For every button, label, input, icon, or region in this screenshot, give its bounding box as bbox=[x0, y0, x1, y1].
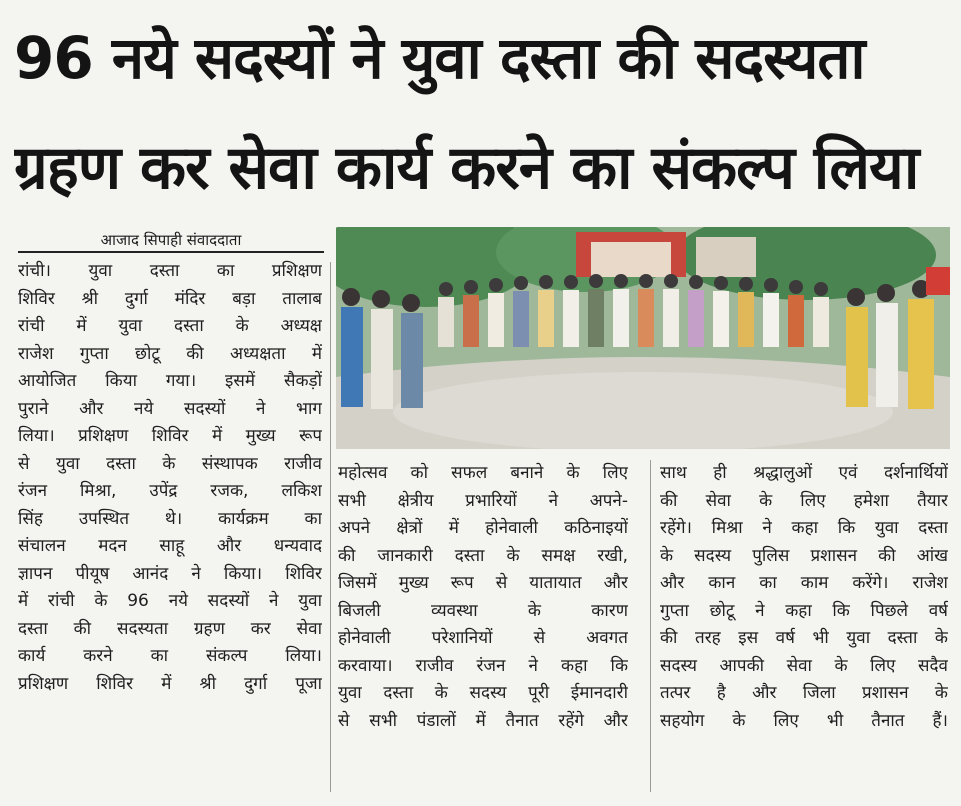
text-line: सदस्य आपकी सेवा के लिए सदैव bbox=[660, 655, 948, 676]
text-line: की सेवा के लिए हमेशा तैयार bbox=[660, 490, 948, 511]
text-line: रांची में युवा दस्ता के अध्यक्ष bbox=[18, 316, 322, 336]
group-photo-icon bbox=[336, 227, 950, 449]
text-line: गुप्ता छोटू ने कहा कि पिछले वर्ष bbox=[660, 600, 948, 621]
article-column-3 bbox=[660, 460, 948, 735]
text-line: की जानकारी दस्ता के समक्ष रखी, bbox=[338, 545, 628, 566]
text-line: तत्पर है और जिला प्रशासन के bbox=[660, 683, 948, 703]
text-line: जिसमें मुख्य रूप से यातायात और bbox=[338, 573, 628, 593]
text-line: कार्य करने का संकल्प लिया। bbox=[18, 646, 322, 666]
text-line: सहयोग के लिए भी तैनात हैं। bbox=[660, 710, 948, 731]
text-line: युवा दस्ता के सदस्य पूरी ईमानदारी bbox=[338, 683, 628, 703]
text-line: महोत्सव को सफल बनाने के लिए bbox=[338, 463, 628, 483]
text-line: में रांची के 96 नये सदस्यों ने युवा bbox=[18, 591, 322, 611]
text-line: सिंह उपस्थित थे। कार्यक्रम का bbox=[18, 508, 322, 529]
text-line: दस्ता की सदस्यता ग्रहण कर सेवा bbox=[18, 618, 322, 639]
text-line: से युवा दस्ता के संस्थापक राजीव bbox=[18, 453, 322, 474]
text-line: पुराने और नये सदस्यों ने भाग bbox=[18, 398, 322, 419]
byline: आजाद सिपाही संवाददाता bbox=[18, 229, 324, 253]
text-line: करवाया। राजीव रंजन ने कहा कि bbox=[338, 655, 628, 676]
text-line: शिविर श्री दुर्गा मंदिर बड़ा तालाब bbox=[18, 288, 322, 309]
text-line: संचालन मदन साहू और धन्यवाद bbox=[18, 536, 322, 556]
text-line: होनेवाली परेशानियों से अवगत bbox=[338, 628, 628, 648]
column-divider bbox=[330, 262, 331, 792]
group-photo bbox=[336, 227, 950, 449]
text-line: ज्ञापन पीयूष आनंद ने किया। शिविर bbox=[18, 563, 322, 584]
text-line: और कान का काम करेंगे। राजेश bbox=[660, 573, 948, 593]
text-line: लिया। प्रशिक्षण शिविर में मुख्य रूप bbox=[18, 426, 322, 446]
text-line: राजेश गुप्ता छोटू की अध्यक्षता में bbox=[18, 343, 322, 364]
headline-line-2: ग्रहण कर सेवा कार्य करने का संकल्प लिया bbox=[14, 133, 919, 203]
article-column-1 bbox=[18, 258, 322, 698]
text-line: के सदस्य पुलिस प्रशासन की आंख bbox=[660, 545, 948, 566]
headline-line-1: 96 नये सदस्यों ने युवा दस्ता की सदस्यता bbox=[14, 24, 865, 92]
text-line: की तरह इस वर्ष भी युवा दस्ता के bbox=[660, 628, 948, 648]
text-line: आयोजित किया गया। इसमें सैकड़ों bbox=[18, 371, 322, 391]
text-line: सभी क्षेत्रीय प्रभारियों ने अपने- bbox=[338, 490, 628, 511]
text-line: रंजन मिश्रा, उपेंद्र रजक, लकिश bbox=[18, 481, 322, 501]
text-line: से सभी पंडालों में तैनात रहेंगे और bbox=[338, 710, 628, 731]
text-line: रांची। युवा दस्ता का प्रशिक्षण bbox=[18, 261, 322, 281]
text-line: प्रशिक्षण शिविर में श्री दुर्गा पूजा bbox=[18, 673, 322, 694]
column-divider bbox=[650, 460, 651, 792]
text-line: अपने क्षेत्रों में होनेवाली कठिनाइयों bbox=[338, 518, 628, 538]
text-line: साथ ही श्रद्धालुओं एवं दर्शनार्थियों bbox=[660, 463, 948, 483]
text-line: बिजली व्यवस्था के कारण bbox=[338, 600, 628, 621]
article-column-2 bbox=[338, 460, 628, 735]
text-line: रहेंगे। मिश्रा ने कहा कि युवा दस्ता bbox=[660, 518, 948, 538]
